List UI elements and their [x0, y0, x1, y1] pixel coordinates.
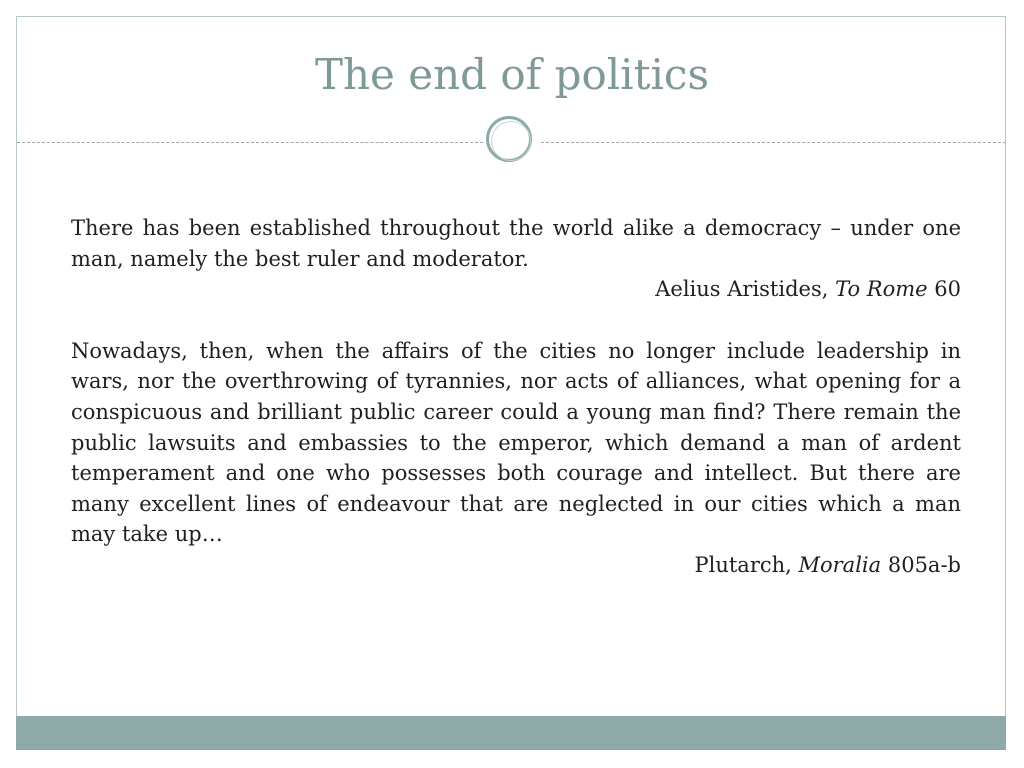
citation-plutarch	[71, 550, 961, 581]
slide-title: The end of politics	[314, 50, 710, 99]
footer-bar	[16, 716, 1006, 750]
citation-work: To Rome	[835, 277, 928, 302]
citation-reference: 60	[927, 277, 961, 302]
title-divider-left	[17, 142, 483, 143]
citation-work: Moralia	[798, 552, 882, 577]
ring-ornament-inner-icon	[491, 121, 531, 161]
paragraph-gap	[71, 305, 961, 336]
citation-reference: 805a-b	[881, 552, 961, 577]
quote-aristides: There has been established throughout the world alike a democracy – under one man, namely the best ruler and moderator.	[71, 216, 961, 271]
citation-author: Plutarch,	[694, 552, 799, 577]
quote-plutarch: Nowadays, then, when the affairs of the cities no longer include leadership in wars, nor the overthrowing of tyrannies, nor acts of alliances, what opening for a conspicuous and brilliant public career could a young man find? There remain the public lawsuits and embassies to the emperor, which demand a man of ardent temperament and one who possesses both courage and intellect. But there are many excellent lines of endeavour that are neglected in our cities which a man may take up…	[71, 338, 961, 547]
title-divider-right	[541, 142, 1006, 143]
slide-body	[71, 213, 961, 581]
citation-author: Aelius Aristides,	[655, 277, 836, 302]
citation-aristides	[71, 274, 961, 305]
